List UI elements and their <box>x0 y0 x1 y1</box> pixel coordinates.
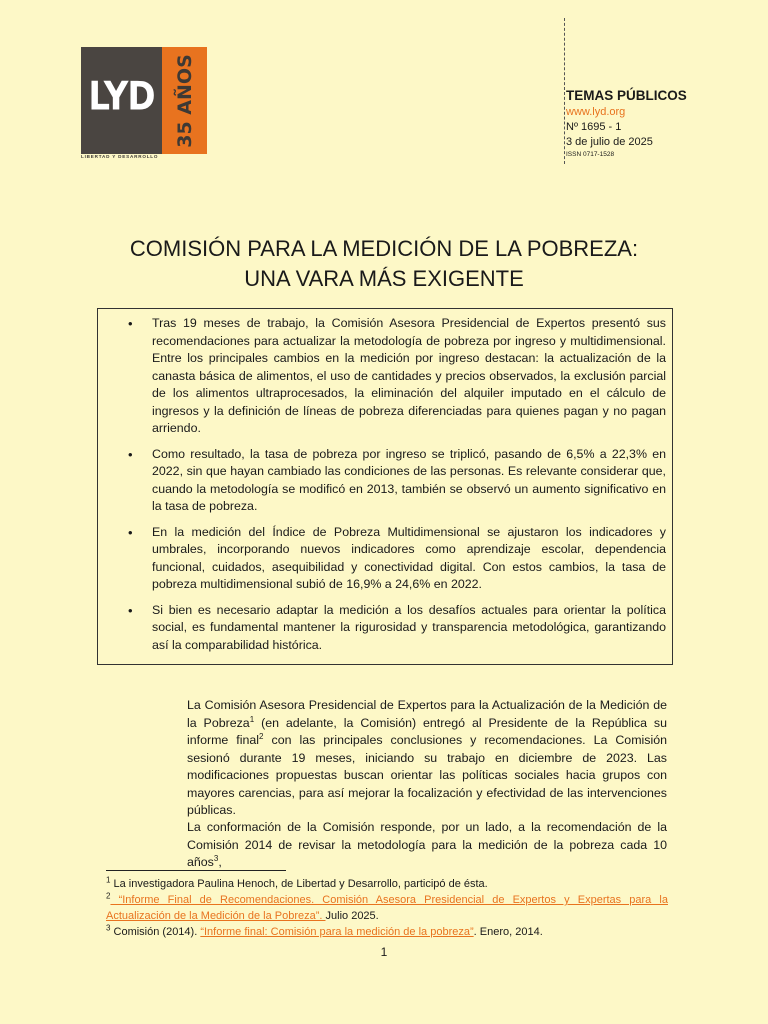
footnote-link[interactable]: “Informe Final de Recomendaciones. Comisión Asesora Presidencial de Expertos y Expertas para la Actualización de la Medición de la Pobreza”. <box>106 894 668 922</box>
footnote-number: 1 <box>106 875 111 885</box>
footnote-1 <box>106 876 668 892</box>
lyd-logo <box>81 47 207 159</box>
footnote-ref-1[interactable]: 1 <box>249 714 255 724</box>
series-title: TEMAS PÚBLICOS <box>566 88 687 103</box>
publication-date: 3 de julio de 2025 <box>566 136 653 148</box>
website-link[interactable]: www.lyd.org <box>566 106 626 118</box>
summary-item: • En la medición del Índice de Pobreza Multidimensional se ajustaron los indicadores y umbrales, incorporando nuevos indicadores como aprendizaje escolar, dependencia funcional, cuidados, asequibilidad y conectividad digital. Con estos cambios, la tasa de pobreza multidimensional subió de 16,9% a 24,6% en 2022. <box>152 524 666 594</box>
page-number: 1 <box>380 945 388 959</box>
issue-number: Nº 1695 - 1 <box>566 121 622 133</box>
paragraph-text: (en adelante, la Comisión) entregó al Presidente de la República su informe final <box>187 715 667 747</box>
footnote-text: . Enero, 2014. <box>473 926 543 938</box>
title-line-1: COMISIÓN PARA LA MEDICIÓN DE LA POBREZA: <box>129 236 639 261</box>
footnote-separator <box>106 870 286 871</box>
footnote-text: Comisión (2014). <box>110 926 201 938</box>
publication-meta <box>566 87 756 159</box>
document-title <box>60 234 708 294</box>
summary-item: • Como resultado, la tasa de pobreza por ingreso se triplicó, pasando de 6,5% a 22,3% en 2022, sin que hayan cambiado las condiciones de las personas. Es relevante considerar que, cuando la metodología se modificó en 2013, también se observó un aumento significativo en la tasa de pobreza. <box>152 446 666 516</box>
header-divider <box>564 18 565 164</box>
paragraph-text: , <box>218 855 222 869</box>
logo-tagline: LIBERTAD Y DESARROLLO <box>81 154 159 159</box>
logo-wordmark: LYD <box>88 74 155 120</box>
footnote-text: Julio 2025. <box>325 910 379 922</box>
logo-anniversary-text: 35 AÑOS <box>173 53 196 148</box>
footnote-ref-3[interactable]: 3 <box>213 853 219 863</box>
footnote-3 <box>106 924 668 940</box>
paragraph-text: con las principales conclusiones y recomendaciones. La Comisión sesionó durante 19 meses, iniciando su trabajo en diciembre de 2023. Las modificaciones propuestas buscan orientar las políticas sociales hacia grupos con mayores carencias, para así mejorar la focalización y efectividad de las intervenciones públicas. <box>187 733 667 817</box>
footnote-ref-2[interactable]: 2 <box>259 731 264 741</box>
title-line-2: UNA VARA MÁS EXIGENTE <box>244 266 524 291</box>
footnote-2 <box>106 892 668 924</box>
footnote-number: 2 <box>106 891 111 901</box>
footnote-number: 3 <box>106 923 111 933</box>
paragraph-text: La Comisión Asesora Presidencial de Expertos para la Actualización de la Medición de la Pobreza <box>187 698 667 730</box>
issn: ISSN 0717-1528 <box>566 151 615 158</box>
summary-list <box>110 315 666 654</box>
body-paragraph-1 <box>187 697 667 820</box>
summary-item: • Si bien es necesario adaptar la medición a los desafíos actuales para orientar la política social, es fundamental mantener la rigurosidad y transparencia metodológica, garantizando así la comparabilidad histórica. <box>152 602 666 655</box>
summary-box <box>97 308 673 665</box>
summary-item: • Tras 19 meses de trabajo, la Comisión Asesora Presidencial de Expertos presentó sus recomendaciones para actualizar la metodología de pobreza por ingreso y multidimensional. Entre los principales cambios en la medición por ingreso destacan: la actualización de la canasta básica de alimentos, el uso de cantidades y precios observados, la exclusión parcial de los alimentos ultraprocesados, la eliminación del alquiler imputado en el cálculo de ingresos y la definición de líneas de pobreza diferenciadas para quienes pagan y no pagan arriendo. <box>152 315 666 438</box>
footnote-text: La investigadora Paulina Henoch, de Libertad y Desarrollo, participó de ésta. <box>110 878 488 890</box>
body-paragraph-2 <box>187 819 667 872</box>
logo-anniversary <box>162 47 207 154</box>
footnote-link[interactable]: “Informe final: Comisión para la medición de la pobreza” <box>200 926 474 938</box>
paragraph-text: La conformación de la Comisión responde, por un lado, a la recomendación de la Comisión 2014 de revisar la metodología para la medición de la pobreza cada 10 años <box>187 820 667 869</box>
